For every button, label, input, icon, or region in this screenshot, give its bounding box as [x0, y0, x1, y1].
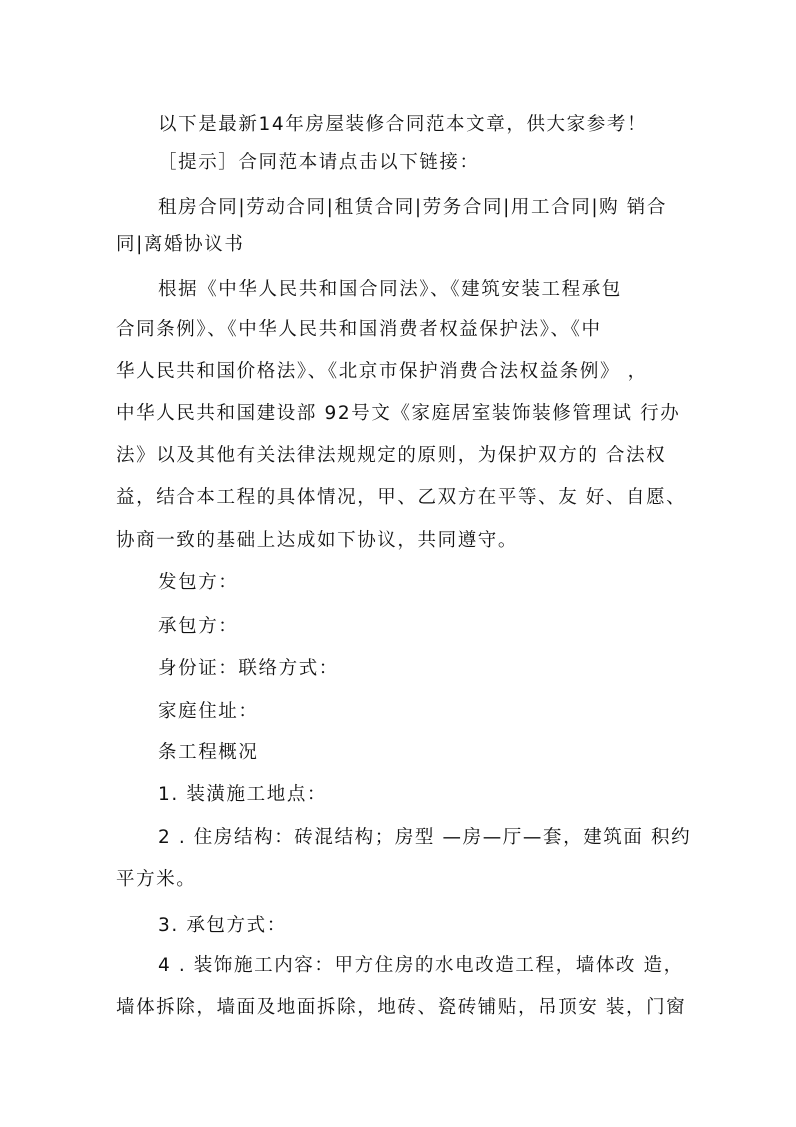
list-item-continued: 平方米。 [116, 869, 197, 890]
list-item: 1. 装潢施工地点： [158, 784, 328, 805]
field-employer: 发包方： [158, 572, 239, 593]
hint-line: ［提示］合同范本请点击以下链接： [158, 152, 480, 173]
paragraph-line: 华人民共和国价格法》、《北京市保护消费合法权益条例》 ， [116, 361, 648, 382]
list-item: 3. 承包方式： [158, 915, 287, 936]
intro-line: 以下是最新14年房屋装修合同范本文章，供大家参考！ [158, 114, 648, 135]
field-contractor: 承包方： [158, 616, 239, 637]
list-item: 2 . 住房结构：砖混结构；房型 —房—厅—套，建筑面 积约 [158, 827, 692, 848]
paragraph-line: 根据《中华人民共和国合同法》、《建筑安装工程承包 [158, 279, 622, 300]
paragraph-line: 益，结合本工程的具体情况，甲、乙双方在平等、友 好、自愿、 [116, 487, 687, 508]
field-address: 家庭住址： [158, 701, 259, 722]
list-item-continued: 墙体拆除，墙面及地面拆除，地砖、瓷砖铺贴，吊顶安 装，门窗 [116, 997, 687, 1018]
contract-links-line[interactable]: 同|离婚协议书 [116, 234, 245, 255]
field-id-contact: 身份证：联络方式： [158, 658, 339, 679]
section-heading: 条工程概况 [158, 742, 259, 763]
paragraph-line: 合同条例》、《中华人民共和国消费者权益保护法》、《中 [116, 319, 602, 340]
paragraph-line: 中华人民共和国建设部 92号文《家庭居室装饰装修管理试 行办 [116, 403, 681, 424]
contract-links-line[interactable]: 租房合同|劳动合同|租赁合同|劳务合同|用工合同|购 销合 [158, 197, 667, 218]
paragraph-line: 法》以及其他有关法律法规规定的原则，为保护双方的 合法权 [116, 445, 667, 466]
paragraph-line: 协商一致的基础上达成如下协议，共同遵守。 [116, 530, 519, 551]
list-item: 4 . 装饰施工内容：甲方住房的水电改造工程，墙体改 造， [158, 955, 684, 976]
